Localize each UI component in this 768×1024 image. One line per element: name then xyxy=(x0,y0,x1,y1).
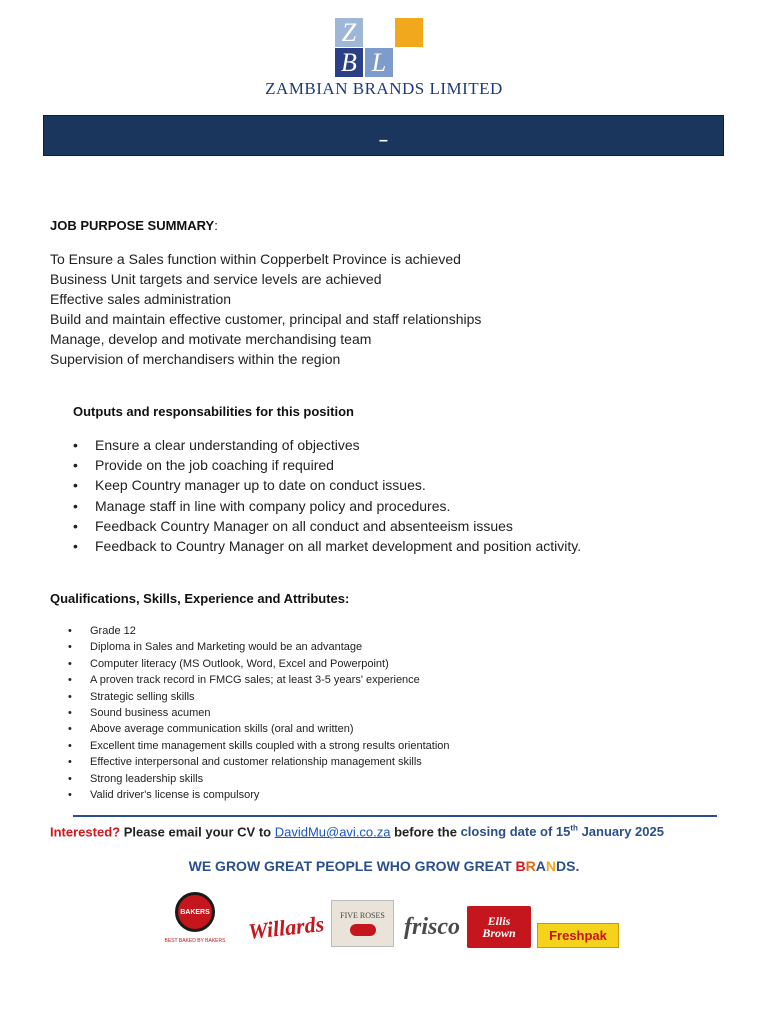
slogan-suffix: . xyxy=(575,858,580,874)
job-purpose-line: Effective sales administration xyxy=(50,291,232,307)
rose-icon xyxy=(350,924,376,936)
list-item: • Valid driver's license is compulsory xyxy=(68,787,450,803)
job-purpose-line: Manage, develop and motivate merchandising team xyxy=(50,331,372,347)
list-item: • Computer literacy (MS Outlook, Word, Excel and Powerpoint) xyxy=(68,656,450,672)
list-item: • Strategic selling skills xyxy=(68,689,450,705)
slogan-letter: R xyxy=(525,858,536,874)
slogan-letter: A xyxy=(535,858,546,874)
banner-text: – xyxy=(379,132,388,149)
list-item: • Keep Country manager up to date on conduct issues. xyxy=(73,475,581,495)
before-text: before the xyxy=(390,824,461,840)
interested-label: Interested? xyxy=(50,824,121,840)
five-roses-name: FIVE ROSES xyxy=(340,911,385,920)
closing-date-text: closing date of 15 xyxy=(460,824,571,840)
ellis-brown-name: Ellis Brown xyxy=(482,914,516,940)
logo-square-gold xyxy=(395,18,423,47)
outputs-heading: Outputs and responsabilities for this position xyxy=(73,404,354,419)
bakers-name: BAKERS xyxy=(180,908,210,916)
willards-name: Willards xyxy=(246,911,326,944)
job-purpose-heading-text: JOB PURPOSE SUMMARY xyxy=(50,218,215,233)
list-item: • Effective interpersonal and customer relationship management skills xyxy=(68,754,450,770)
slogan-letter: B xyxy=(515,858,526,874)
list-item: • Grade 12 xyxy=(68,623,450,639)
list-item: • A proven track record in FMCG sales; at least 3-5 years' experience xyxy=(68,672,450,688)
logo-letter-z: Z xyxy=(335,18,363,47)
list-item: • Feedback to Country Manager on all market development and position activity. xyxy=(73,536,581,556)
logo-letter-b: B xyxy=(335,48,363,77)
qualifications-heading: Qualifications, Skills, Experience and Attributes: xyxy=(50,591,350,606)
qualifications-list xyxy=(68,623,450,803)
list-item: • Above average communication skills (oral and written) xyxy=(68,721,450,737)
slogan-prefix: WE GROW GREAT PEOPLE WHO GROW GREAT xyxy=(188,858,516,874)
bakers-badge xyxy=(175,892,215,932)
slogan-letter: S xyxy=(566,858,576,874)
list-item: • Excellent time management skills coupled with a strong results orientation xyxy=(68,738,450,754)
list-item: • Strong leadership skills xyxy=(68,771,450,787)
freshpak-logo xyxy=(537,923,619,948)
email-instruction: Please email your CV to xyxy=(120,824,275,840)
company-name: ZAMBIAN BRANDS LIMITED xyxy=(265,79,503,98)
freshpak-name: Freshpak xyxy=(549,928,607,943)
list-item: • Feedback Country Manager on all conduct and absenteeism issues xyxy=(73,516,581,536)
frisco-logo xyxy=(399,908,465,946)
job-purpose-heading xyxy=(50,218,218,233)
outputs-list xyxy=(73,435,581,556)
ellis-brown-logo xyxy=(467,906,531,948)
closing-date-suffix: th xyxy=(570,824,578,833)
company-logo xyxy=(335,18,425,78)
slogan xyxy=(0,858,768,874)
bakers-tagline: BEST BAKED BY BAKERS xyxy=(164,938,226,944)
job-purpose-line: Supervision of merchandisers within the region xyxy=(50,351,341,367)
willards-logo xyxy=(243,910,329,946)
slogan-letter: N xyxy=(545,858,557,874)
frisco-name: frisco xyxy=(404,913,460,940)
five-roses-logo xyxy=(331,900,394,947)
slogan-letter: D xyxy=(556,858,567,874)
list-item: • Provide on the job coaching if required xyxy=(73,455,581,475)
application-instructions xyxy=(50,824,664,839)
list-item: • Manage staff in line with company policy and procedures. xyxy=(73,496,581,516)
job-purpose-heading-suffix: : xyxy=(214,218,218,233)
logo-letter-l: L xyxy=(365,48,393,77)
list-item: • Ensure a clear understanding of objectives xyxy=(73,435,581,455)
job-purpose-line: Business Unit targets and service levels are achieved xyxy=(50,271,382,287)
job-purpose-line: To Ensure a Sales function within Copperbelt Province is achieved xyxy=(50,251,461,267)
list-item: • Sound business acumen xyxy=(68,705,450,721)
job-purpose-line: Build and maintain effective customer, principal and staff relationships xyxy=(50,311,482,327)
bakers-logo xyxy=(150,888,240,948)
list-item: • Diploma in Sales and Marketing would be an advantage xyxy=(68,639,450,655)
closing-date-end: January 2025 xyxy=(577,824,664,840)
title-banner xyxy=(43,115,724,156)
email-link[interactable]: DavidMu@avi.co.za xyxy=(274,824,391,840)
closing-date xyxy=(461,824,664,839)
divider xyxy=(73,815,717,817)
